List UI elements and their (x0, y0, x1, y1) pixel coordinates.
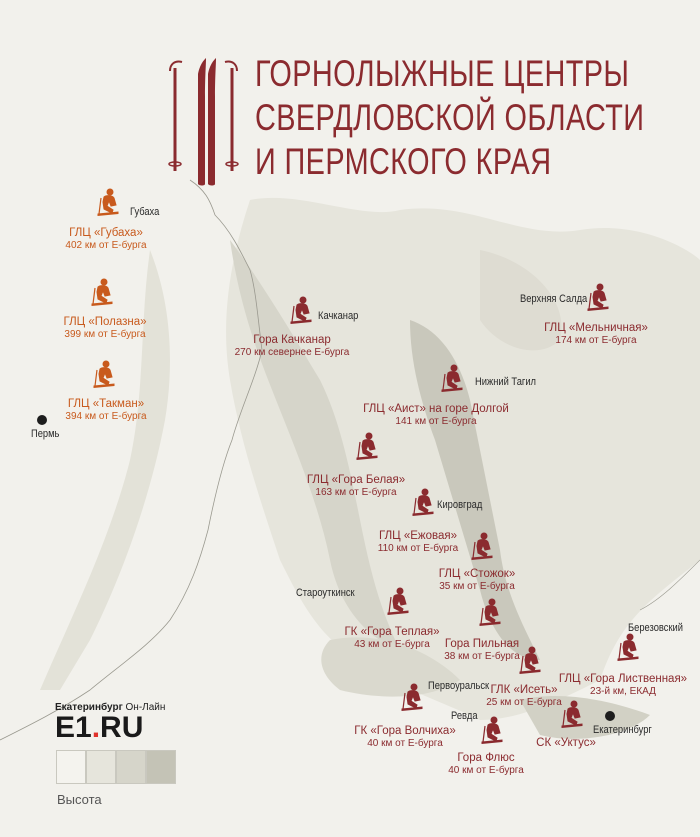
resort-distance: 163 км от Е-бурга (315, 487, 397, 498)
resort-label-stozhok (439, 568, 515, 593)
resort-distance: 110 км от Е-бурга (377, 543, 459, 554)
resort-name: Гора Качканар (253, 334, 331, 346)
legend-label: Высота (57, 792, 102, 807)
resort-name: ГК «Гора Теплая» (344, 626, 440, 638)
resort-name: СК «Уктус» (536, 737, 596, 749)
resort-name: ГЛЦ «Гора Лиственная» (558, 673, 688, 685)
elevation-legend (56, 750, 176, 784)
resort-name: ГК «Гора Волчиха» (354, 725, 456, 737)
skier-icon-listvennaya (616, 633, 640, 663)
skier-icon-takman (92, 360, 116, 390)
skier-icon-kachkanar (289, 296, 313, 326)
resort-distance: 141 км от Е-бурга (395, 416, 477, 427)
city-label-ekaterinburg: Екатеринбург (593, 724, 652, 736)
resort-label-melnichnaya (544, 322, 648, 347)
resort-name: Гора Пильная (444, 638, 520, 650)
e1-logo (55, 702, 165, 743)
resort-label-kachkanar (235, 334, 350, 359)
resort-name: ГЛЦ «Гора Белая» (306, 474, 406, 486)
resort-distance: 25 км от Е-бурга (486, 697, 562, 708)
resort-label-uktus (536, 737, 596, 750)
skis-emblem-icon (160, 56, 245, 188)
city-label-perm: Пермь (31, 428, 60, 440)
city-label-nizhny-tagil: Нижний Тагил (475, 376, 537, 388)
legend-swatch-2 (86, 750, 116, 784)
city-dot-perm (37, 415, 47, 425)
skier-icon-teplaya (386, 587, 410, 617)
skier-icon-belaya (355, 432, 379, 462)
resort-distance: 174 км от Е-бурга (555, 335, 637, 346)
resort-distance: 23-й км, ЕКАД (590, 686, 656, 697)
resort-name: ГЛЦ «Ежовая» (379, 530, 457, 542)
logo-caption-bold: Екатеринбург (55, 702, 123, 713)
title-line-2: СВЕРДЛОВСКОЙ ОБЛАСТИ (255, 97, 645, 138)
resort-label-pilnaya (444, 638, 520, 663)
resort-name: ГЛЦ «Такман» (67, 398, 145, 410)
city-label-verkhnyaya-salda: Верхняя Салда (520, 293, 588, 305)
title-line-3: И ПЕРМСКОГО КРАЯ (255, 141, 552, 182)
resort-label-takman (65, 398, 146, 423)
skier-icon-iset (518, 646, 542, 676)
skier-icon-flyus (480, 716, 504, 746)
legend-swatch-1 (56, 750, 86, 784)
logo-caption-rest: Он-Лайн (122, 702, 166, 713)
resort-label-listvennaya (559, 673, 687, 698)
resort-label-belaya (307, 474, 405, 499)
resort-name: ГЛЦ «Полазна» (63, 316, 147, 328)
skier-icon-ezhovaya (411, 488, 435, 518)
resort-name: ГЛЦ «Стожок» (438, 568, 516, 580)
resort-distance: 38 км от Е-бурга (444, 651, 520, 662)
skier-icon-gubakha (96, 188, 120, 218)
legend-swatch-4 (146, 750, 176, 784)
resort-distance: 402 км от Е-бурга (65, 240, 147, 251)
resort-distance: 43 км от Е-бурга (354, 639, 430, 650)
logo-wordmark (55, 713, 165, 743)
resort-label-teplaya (344, 626, 439, 651)
resort-label-iset (486, 684, 562, 709)
resort-distance: 394 км от Е-бурга (65, 411, 147, 422)
skier-icon-stozhok (470, 532, 494, 562)
city-label-berezovsky: Березовский (628, 622, 683, 634)
skier-icon-melnichnaya (586, 283, 610, 313)
resort-name: ГЛЦ «Мельничная» (544, 322, 648, 334)
resort-label-flyus (448, 752, 524, 777)
city-label-staroutkinsk: Староуткинск (296, 587, 355, 599)
skier-icon-polazna (90, 278, 114, 308)
resort-name: ГЛЦ «Губаха» (69, 227, 143, 239)
resort-label-volchikha (354, 725, 455, 750)
city-label-kirovgrad: Кировград (437, 499, 483, 511)
title-line-1: ГОРНОЛЫЖНЫЕ ЦЕНТРЫ (255, 53, 630, 94)
logo-e1: E1 (55, 711, 92, 744)
resort-name: ГЛЦ «Аист» на горе Долгой (363, 403, 509, 415)
city-dot-ekaterinburg (605, 711, 615, 721)
skier-icon-volchikha (400, 683, 424, 713)
resort-label-polazna (63, 316, 146, 341)
resort-distance: 35 км от Е-бурга (439, 581, 515, 592)
logo-dot: . (91, 711, 101, 744)
resort-label-ezhovaya (378, 530, 458, 555)
city-label-gubakha: Губаха (130, 206, 160, 218)
map-title (255, 52, 644, 184)
legend-swatch-3 (116, 750, 146, 784)
resort-distance: 40 км от Е-бурга (448, 765, 524, 776)
resort-distance: 270 км севернее Е-бурга (234, 347, 350, 358)
city-label-kachkanar: Качканар (318, 310, 359, 322)
logo-ru: RU (100, 711, 144, 744)
resort-name: Гора Флюс (457, 752, 515, 764)
resort-distance: 40 км от Е-бурга (367, 738, 443, 749)
resort-distance: 399 км от Е-бурга (64, 329, 146, 340)
city-label-revda: Ревда (451, 710, 478, 722)
city-label-pervouralsk: Первоуральск (428, 680, 490, 692)
resort-name: ГЛК «Исеть» (490, 684, 558, 696)
resort-label-gubakha (65, 227, 146, 252)
skier-icon-uktus (560, 700, 584, 730)
resort-label-aist (363, 403, 509, 428)
skier-icon-pilnaya (478, 598, 502, 628)
skier-icon-aist (440, 364, 464, 394)
